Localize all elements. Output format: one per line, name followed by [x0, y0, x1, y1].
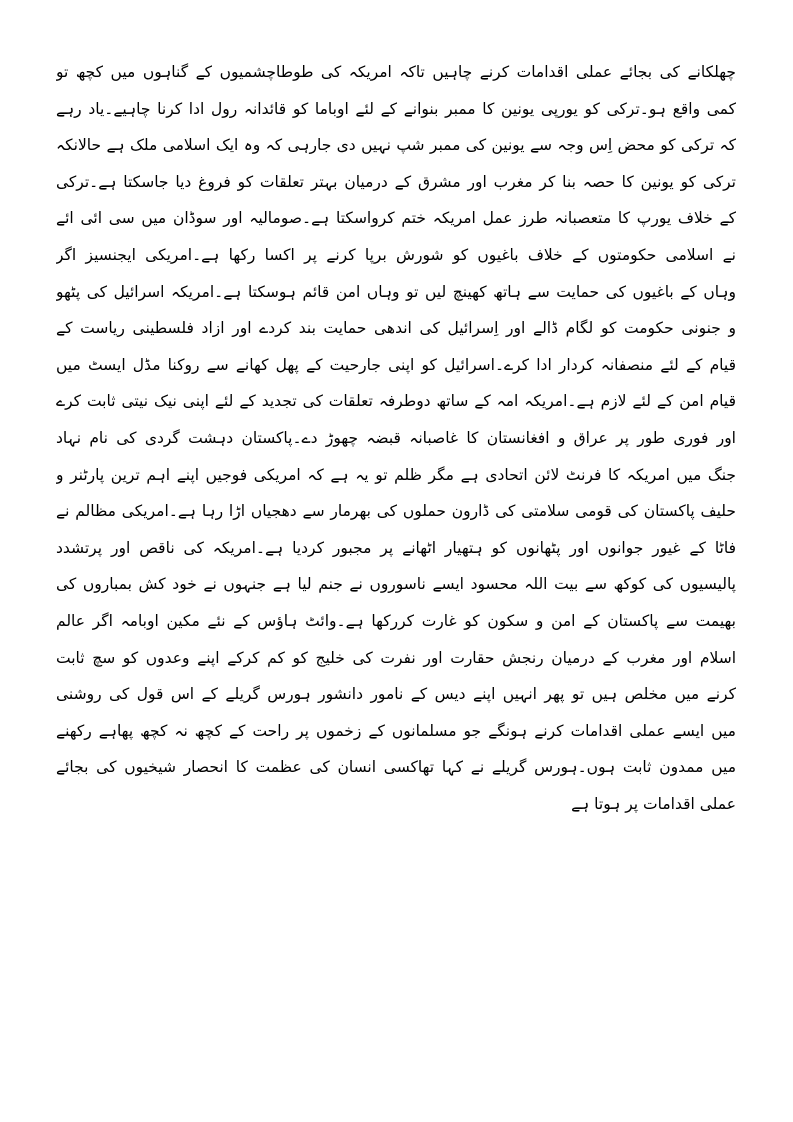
text-line: و جنونی حکومت کو لگام ڈالے اور اِسرائیل کی اندھی حمایت بند کردے اور ازاد فلسطینی ریاست کے — [56, 319, 736, 338]
text-line: میں ایسے عملی اقدامات کرنے ہونگے جو مسلمانوں کے زخموں پر راحت کے کچھ نہ کچھ پھاہے رکھنے — [56, 721, 736, 740]
text-line: ترکی کو یونین کا حصہ بنا کر مغرب اور مشرق کے درمیان بہتر تعلقات کو فروغ دیا جاسکتا ہے۔ترکی — [56, 172, 736, 191]
text-line: قیام کے لئے منصفانہ کردار ادا کرے۔اسرائیل کو اپنی جارحیت کے پھل کھانے سے روکنا مڈل ایسٹ میں — [56, 355, 736, 374]
text-line: میں ممدون ثابت ہوں۔ہورس گریلے نے کہا تھاکسی انسان کی عظمت کا انحصار شیخیوں کی بجائے — [56, 758, 736, 777]
text-line: کے خلاف یورپ کا متعصبانہ طرز عمل امریکہ ختم کرواسکتا ہے۔صومالیہ اور سوڈان میں سی ائی ائے — [56, 209, 736, 228]
text-line: اسلام اور مغرب کے درمیان رنجش حقارت اور نفرت کی خلیج کو کم کرکے اپنے وعدوں کو سچ ثابت — [56, 648, 736, 667]
text-line-final: عملی اقدامات پر ہوتا ہے — [571, 794, 736, 813]
text-line: وہاں کے باغیوں کی حمایت سے ہاتھ کھینچ لیں تو وہاں امن قائم ہوسکتا ہے۔امریکہ اسرائیل کی پٹھو — [56, 282, 736, 301]
text-line: کہ ترکی کو محض اِس وجہ سے یونین کی ممبر شپ نہیں دی جارہی کہ وہ ایک اسلامی ملک ہے حالانکہ — [56, 136, 736, 155]
article-body — [56, 54, 736, 822]
text-line: قیام امن کے لئے لازم ہے۔امریکہ امہ کے ساتھ دوطرفہ تعلقات کی تجدید کے لئے اپنی نیک نیتی ثابت کرے — [56, 392, 736, 411]
text-line: پالیسیوں کی کوکھ سے بیت اللہ محسود ایسے ناسوروں نے جنم لیا ہے جنہوں نے خود کش بمباروں کی — [56, 575, 736, 594]
text-line: نے اسلامی حکومتوں کے خلاف باغیوں کو شورش برپا کرنے پر اکسا رکھا ہے۔امریکی ایجنسیز اگر — [56, 245, 736, 264]
text-line: اور فوری طور پر عراق و افغانستان کا غاصبانہ قبضہ چھوڑ دے۔پاکستان دہشت گردی کی نام نہاد — [56, 428, 736, 447]
text-line: بھیمت سے پاکستان کے امن و سکون کو غارت کررکھا ہے۔وائٹ ہاؤس کے نئے مکین اوبامہ اگر عالم — [56, 611, 736, 630]
text-line: فاٹا کے غیور جوانوں اور پٹھانوں کو ہتھیار اٹھانے پر مجبور کردیا ہے۔امریکہ کی ناقص اور پرتشدد — [56, 538, 736, 557]
text-line: کرنے میں مخلص ہیں تو پھر انہیں اپنے دیس کے نامور دانشور ہورس گریلے کے اس قول کی روشنی — [56, 685, 736, 704]
text-line: حلیف پاکستان کی قومی سلامتی کی ڈارون حملوں کی بھرمار سے دھجیاں اڑا رہا ہے۔امریکی مظالم نے — [56, 502, 736, 521]
text-line: کمی واقع ہو۔ترکی کو یورپی یونین کا ممبر بنوانے کے لئے اوباما کو قائدانہ رول ادا کرنا چاہیے۔یاد رہے — [56, 99, 736, 118]
text-line: چھلکانے کی بجائے عملی اقدامات کرنے چاہیں تاکہ امریکہ کی طوطاچشمیوں کے گناہوں میں کچھ تو — [56, 63, 736, 81]
text-line: جنگ میں امریکہ کا فرنٹ لائن اتحادی ہے مگر ظلم تو یہ ہے کہ امریکی فوجیں اپنے اہم ترین پارٹنر و — [56, 465, 736, 484]
